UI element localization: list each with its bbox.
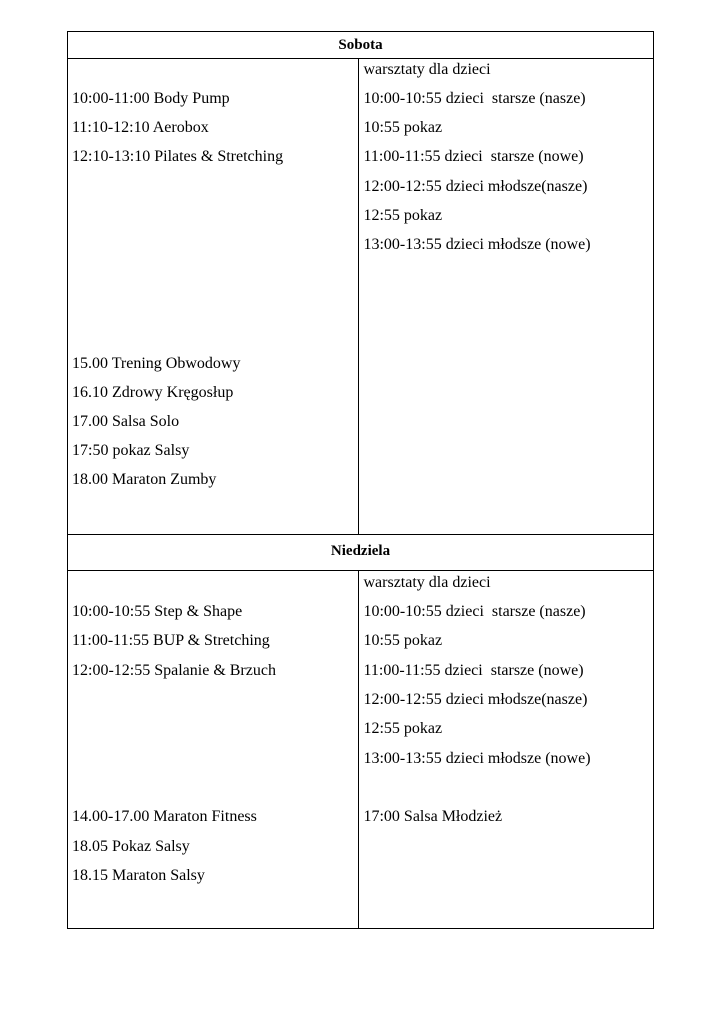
schedule-entry: 12:10-13:10 Pilates & Stretching — [72, 148, 284, 165]
saturday-kids-workshops — [359, 59, 654, 535]
schedule-entry: 17:50 pokaz Salsy — [72, 442, 190, 459]
schedule-entry: 16.10 Zdrowy Kręgosłup — [72, 384, 234, 401]
sunday-adult-classes — [68, 571, 359, 929]
schedule-entry: 10:00-11:00 Body Pump — [72, 90, 230, 107]
workshop-heading: warsztaty dla dzieci — [363, 61, 491, 78]
schedule-table — [67, 31, 654, 929]
saturday-title: Sobota — [68, 32, 654, 59]
schedule-entry: 10:55 pokaz — [363, 632, 443, 649]
schedule-entry: 12:00-12:55 Spalanie & Brzuch — [72, 662, 276, 679]
schedule-entry: 12:55 pokaz — [363, 720, 443, 737]
schedule-entry: 13:00-13:55 dzieci młodsze (nowe) — [363, 236, 591, 253]
schedule-entry: 17.00 Salsa Solo — [72, 413, 180, 430]
sunday-header-row — [68, 535, 654, 571]
schedule-entry: 12:00-12:55 dzieci młodsze(nasze) — [363, 178, 588, 195]
sunday-kids-workshops — [359, 571, 654, 929]
schedule-entry: 10:55 pokaz — [363, 119, 443, 136]
schedule-entry: 10:00-10:55 dzieci starsze (nasze) — [363, 603, 586, 620]
schedule-entry: 17:00 Salsa Młodzież — [363, 808, 503, 825]
saturday-adult-classes — [68, 59, 359, 535]
schedule-entry: 18.00 Maraton Zumby — [72, 471, 217, 488]
saturday-body-row — [68, 59, 654, 535]
schedule-entry: 11:10-12:10 Aerobox — [72, 119, 209, 136]
sunday-title: Niedziela — [68, 535, 654, 571]
schedule-entry: 11:00-11:55 BUP & Stretching — [72, 632, 270, 649]
schedule-entry: 11:00-11:55 dzieci starsze (nowe) — [363, 148, 584, 165]
schedule-entry: 12:55 pokaz — [363, 207, 443, 224]
sunday-body-row — [68, 571, 654, 929]
schedule-entry: 10:00-10:55 dzieci starsze (nasze) — [363, 90, 586, 107]
saturday-header-row — [68, 32, 654, 59]
schedule-entry: 18.15 Maraton Salsy — [72, 867, 205, 884]
schedule-entry: 11:00-11:55 dzieci starsze (nowe) — [363, 662, 584, 679]
schedule-entry: 13:00-13:55 dzieci młodsze (nowe) — [363, 750, 591, 767]
schedule-entry: 15.00 Trening Obwodowy — [72, 355, 241, 372]
schedule-entry: 12:00-12:55 dzieci młodsze(nasze) — [363, 691, 588, 708]
workshop-heading: warsztaty dla dzieci — [363, 574, 491, 591]
schedule-entry: 14.00-17.00 Maraton Fitness — [72, 808, 257, 825]
schedule-entry: 18.05 Pokaz Salsy — [72, 838, 190, 855]
schedule-entry: 10:00-10:55 Step & Shape — [72, 603, 243, 620]
